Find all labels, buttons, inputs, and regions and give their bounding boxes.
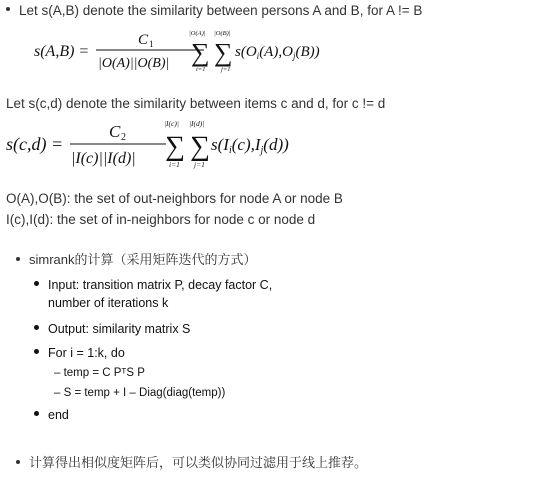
final-line bbox=[16, 455, 367, 471]
bullet-icon bbox=[34, 325, 39, 330]
bullet-icon bbox=[34, 281, 39, 286]
formula1-lhs: s(A,B) = bbox=[34, 43, 90, 60]
formula2-numerator-sub: 2 bbox=[121, 132, 126, 143]
step-temp: – temp = C PᵀS P bbox=[54, 367, 145, 379]
simrank-title: simrank的计算（采用矩阵迭代的方式） bbox=[29, 252, 257, 267]
final-text: 计算得出相似度矩阵后，可以类似协同过滤用于线上推荐。 bbox=[29, 455, 368, 470]
step-output-text: Output: similarity matrix S bbox=[48, 322, 191, 336]
formula2-sum2-upper: |I(d)| bbox=[189, 119, 205, 128]
formula2-numerator: C bbox=[109, 122, 121, 141]
formula2-sum2-lower: j=1 bbox=[194, 160, 205, 169]
step-for-text: For i = 1:k, do bbox=[48, 346, 125, 360]
formula1-sum2-lower: j=1 bbox=[221, 66, 231, 73]
formula1-sum2-upper: |O(B)| bbox=[214, 30, 231, 37]
formula2-sum1-upper: |I(c)| bbox=[164, 119, 179, 128]
step-input-line2: number of iterations k bbox=[48, 296, 169, 310]
formula1-numerator-sub: 1 bbox=[149, 39, 154, 49]
bullet-icon bbox=[34, 349, 39, 354]
formula2-sum1-lower: i=1 bbox=[169, 160, 180, 169]
formula-person-similarity bbox=[34, 26, 374, 82]
bullet-icon bbox=[16, 257, 20, 261]
sum2-icon: ∑ bbox=[190, 131, 210, 162]
bullet-icon bbox=[16, 460, 20, 464]
step-for bbox=[34, 346, 125, 361]
intro-line bbox=[6, 3, 422, 19]
formula1-sum1-lower: i=1 bbox=[196, 66, 206, 73]
items-similarity-line: Let s(c,d) denote the similarity between items c and d, for c != d bbox=[6, 96, 386, 111]
step-s-update: – S = temp + I – Diag(diag(temp)) bbox=[54, 387, 226, 399]
step-end-text: end bbox=[48, 408, 69, 422]
definition-in-neighbors: I(c),I(d): the set of in-neighbors for node c or node d bbox=[6, 212, 316, 227]
bullet-icon bbox=[34, 411, 39, 416]
sum2-icon: ∑ bbox=[214, 38, 233, 67]
sum1-icon: ∑ bbox=[191, 38, 210, 67]
step-output bbox=[34, 322, 190, 337]
bullet-icon bbox=[6, 7, 10, 11]
step-end bbox=[34, 408, 69, 423]
sum1-icon: ∑ bbox=[165, 131, 185, 162]
intro-text: Let s(A,B) denote the similarity between persons A and B, for A != B bbox=[19, 3, 423, 18]
formula2-term: s(Ii(c),Ij(d)) bbox=[211, 135, 289, 156]
formula1-term: $s(O_i(A),O_j(B))$ bbox=[235, 44, 320, 61]
formula1-numerator: C bbox=[138, 32, 149, 48]
step-input bbox=[34, 278, 272, 293]
definition-out-neighbors: O(A),O(B): the set of out-neighbors for node A or node B bbox=[6, 191, 343, 206]
formula2-lhs: s(c,d) = bbox=[6, 134, 64, 154]
formula1-sum1-upper: |O(A)| bbox=[189, 30, 206, 37]
formula1-denominator: |O(A)||O(B)| bbox=[98, 56, 170, 71]
formula-item-similarity bbox=[6, 118, 346, 184]
formula2-denominator: |I(c)||I(d)| bbox=[71, 150, 136, 167]
simrank-title-line bbox=[16, 252, 257, 268]
step-input-line1: Input: transition matrix P, decay factor C, bbox=[48, 278, 273, 292]
